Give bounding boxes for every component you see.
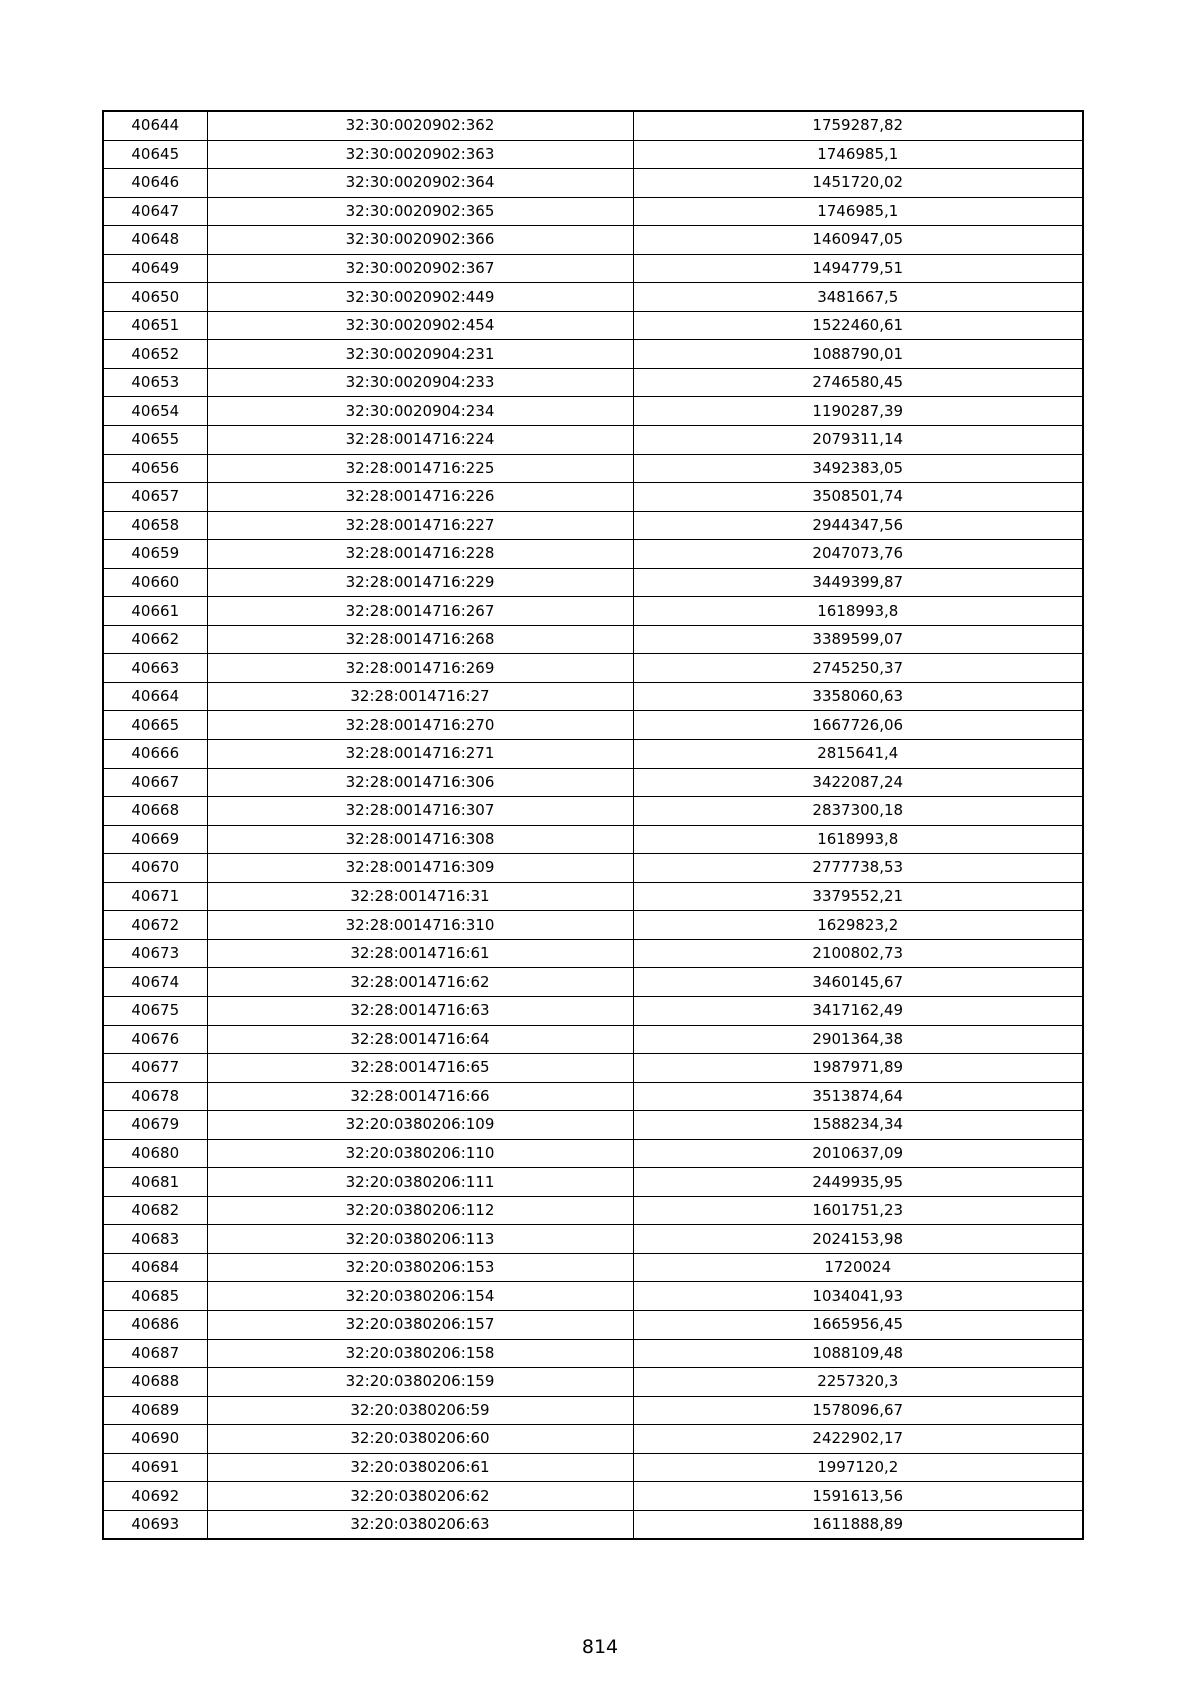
table-row <box>103 597 1083 626</box>
value-cell: 1746985,1 <box>633 197 1083 226</box>
cadastral-number-cell: 32:28:0014716:267 <box>207 597 633 626</box>
cadastral-number-cell: 32:20:0380206:154 <box>207 1282 633 1311</box>
cadastral-number-cell: 32:28:0014716:229 <box>207 568 633 597</box>
value-cell: 2745250,37 <box>633 654 1083 683</box>
value-cell: 3492383,05 <box>633 454 1083 483</box>
table-row <box>103 854 1083 883</box>
row-number-cell: 40687 <box>103 1339 207 1368</box>
value-cell: 1720024 <box>633 1253 1083 1282</box>
cadastral-number-cell: 32:30:0020902:365 <box>207 197 633 226</box>
table-row <box>103 911 1083 940</box>
row-number-cell: 40685 <box>103 1282 207 1311</box>
value-cell: 1629823,2 <box>633 911 1083 940</box>
table-row <box>103 1225 1083 1254</box>
table-row <box>103 111 1083 140</box>
table-row <box>103 625 1083 654</box>
row-number-cell: 40684 <box>103 1253 207 1282</box>
row-number-cell: 40657 <box>103 483 207 512</box>
row-number-cell: 40668 <box>103 797 207 826</box>
value-cell: 1494779,51 <box>633 254 1083 283</box>
row-number-cell: 40649 <box>103 254 207 283</box>
row-number-cell: 40677 <box>103 1054 207 1083</box>
table-row <box>103 311 1083 340</box>
row-number-cell: 40680 <box>103 1139 207 1168</box>
row-number-cell: 40675 <box>103 996 207 1025</box>
cadastral-number-cell: 32:20:0380206:60 <box>207 1425 633 1454</box>
table-row <box>103 226 1083 255</box>
value-cell: 3449399,87 <box>633 568 1083 597</box>
row-number-cell: 40659 <box>103 540 207 569</box>
table-row <box>103 483 1083 512</box>
row-number-cell: 40656 <box>103 454 207 483</box>
cadastral-number-cell: 32:20:0380206:61 <box>207 1453 633 1482</box>
row-number-cell: 40676 <box>103 1025 207 1054</box>
table-row <box>103 1482 1083 1511</box>
table-row <box>103 711 1083 740</box>
cadastral-number-cell: 32:28:0014716:225 <box>207 454 633 483</box>
cadastral-number-cell: 32:20:0380206:112 <box>207 1196 633 1225</box>
value-cell: 3513874,64 <box>633 1082 1083 1111</box>
row-number-cell: 40690 <box>103 1425 207 1454</box>
cadastral-number-cell: 32:28:0014716:307 <box>207 797 633 826</box>
value-cell: 1665956,45 <box>633 1310 1083 1339</box>
cadastral-number-cell: 32:30:0020904:234 <box>207 397 633 426</box>
value-cell: 2422902,17 <box>633 1425 1083 1454</box>
table-row <box>103 825 1083 854</box>
row-number-cell: 40650 <box>103 283 207 312</box>
table-row <box>103 1510 1083 1539</box>
value-cell: 1618993,8 <box>633 597 1083 626</box>
row-number-cell: 40655 <box>103 426 207 455</box>
row-number-cell: 40692 <box>103 1482 207 1511</box>
row-number-cell: 40693 <box>103 1510 207 1539</box>
row-number-cell: 40653 <box>103 368 207 397</box>
value-cell: 2746580,45 <box>633 368 1083 397</box>
table-row <box>103 740 1083 769</box>
cadastral-number-cell: 32:20:0380206:59 <box>207 1396 633 1425</box>
row-number-cell: 40652 <box>103 340 207 369</box>
value-cell: 1997120,2 <box>633 1453 1083 1482</box>
row-number-cell: 40663 <box>103 654 207 683</box>
cadastral-number-cell: 32:28:0014716:306 <box>207 768 633 797</box>
row-number-cell: 40647 <box>103 197 207 226</box>
cadastral-number-cell: 32:20:0380206:63 <box>207 1510 633 1539</box>
table-row <box>103 568 1083 597</box>
row-number-cell: 40678 <box>103 1082 207 1111</box>
value-cell: 1588234,34 <box>633 1111 1083 1140</box>
value-cell: 2815641,4 <box>633 740 1083 769</box>
cadastral-number-cell: 32:28:0014716:310 <box>207 911 633 940</box>
value-cell: 1759287,82 <box>633 111 1083 140</box>
value-cell: 3508501,74 <box>633 483 1083 512</box>
row-number-cell: 40673 <box>103 939 207 968</box>
table-row <box>103 283 1083 312</box>
row-number-cell: 40648 <box>103 226 207 255</box>
value-cell: 2449935,95 <box>633 1168 1083 1197</box>
row-number-cell: 40644 <box>103 111 207 140</box>
cadastral-number-cell: 32:20:0380206:113 <box>207 1225 633 1254</box>
cadastral-number-cell: 32:30:0020902:363 <box>207 140 633 169</box>
value-cell: 3460145,67 <box>633 968 1083 997</box>
table-row <box>103 368 1083 397</box>
cadastral-number-cell: 32:20:0380206:158 <box>207 1339 633 1368</box>
table-row <box>103 1425 1083 1454</box>
value-cell: 2837300,18 <box>633 797 1083 826</box>
row-number-cell: 40682 <box>103 1196 207 1225</box>
table-row <box>103 1196 1083 1225</box>
value-cell: 2047073,76 <box>633 540 1083 569</box>
table-row <box>103 1453 1083 1482</box>
value-cell: 1987971,89 <box>633 1054 1083 1083</box>
cadastral-number-cell: 32:30:0020902:366 <box>207 226 633 255</box>
table-row <box>103 1368 1083 1397</box>
row-number-cell: 40670 <box>103 854 207 883</box>
cadastral-number-cell: 32:28:0014716:227 <box>207 511 633 540</box>
cadastral-number-cell: 32:30:0020904:231 <box>207 340 633 369</box>
cadastral-number-cell: 32:28:0014716:65 <box>207 1054 633 1083</box>
value-cell: 1088790,01 <box>633 340 1083 369</box>
page-number: 814 <box>581 1636 619 1658</box>
value-cell: 2100802,73 <box>633 939 1083 968</box>
row-number-cell: 40662 <box>103 625 207 654</box>
row-number-cell: 40688 <box>103 1368 207 1397</box>
row-number-cell: 40667 <box>103 768 207 797</box>
row-number-cell: 40665 <box>103 711 207 740</box>
cadastral-number-cell: 32:30:0020902:364 <box>207 169 633 198</box>
cadastral-number-cell: 32:20:0380206:62 <box>207 1482 633 1511</box>
row-number-cell: 40689 <box>103 1396 207 1425</box>
row-number-cell: 40666 <box>103 740 207 769</box>
table-row <box>103 1139 1083 1168</box>
table-row <box>103 1054 1083 1083</box>
row-number-cell: 40660 <box>103 568 207 597</box>
table-row <box>103 197 1083 226</box>
cadastral-number-cell: 32:28:0014716:271 <box>207 740 633 769</box>
table-row <box>103 1111 1083 1140</box>
row-number-cell: 40661 <box>103 597 207 626</box>
cadastral-number-cell: 32:20:0380206:111 <box>207 1168 633 1197</box>
row-number-cell: 40672 <box>103 911 207 940</box>
value-cell: 2257320,3 <box>633 1368 1083 1397</box>
cadastral-number-cell: 32:28:0014716:66 <box>207 1082 633 1111</box>
cadastral-number-cell: 32:28:0014716:31 <box>207 882 633 911</box>
row-number-cell: 40683 <box>103 1225 207 1254</box>
value-cell: 2944347,56 <box>633 511 1083 540</box>
cadastral-number-cell: 32:28:0014716:27 <box>207 682 633 711</box>
row-number-cell: 40686 <box>103 1310 207 1339</box>
value-cell: 1034041,93 <box>633 1282 1083 1311</box>
value-cell: 1522460,61 <box>633 311 1083 340</box>
value-cell: 1578096,67 <box>633 1396 1083 1425</box>
table-row <box>103 939 1083 968</box>
cadastral-number-cell: 32:28:0014716:270 <box>207 711 633 740</box>
cadastral-number-cell: 32:20:0380206:110 <box>207 1139 633 1168</box>
table-row <box>103 968 1083 997</box>
value-cell: 3417162,49 <box>633 996 1083 1025</box>
table-row <box>103 882 1083 911</box>
cadastral-number-cell: 32:28:0014716:309 <box>207 854 633 883</box>
table-row <box>103 1282 1083 1311</box>
value-cell: 2010637,09 <box>633 1139 1083 1168</box>
table-row <box>103 254 1083 283</box>
value-cell: 1618993,8 <box>633 825 1083 854</box>
table-row <box>103 682 1083 711</box>
table-row <box>103 1168 1083 1197</box>
table-row <box>103 426 1083 455</box>
cadastral-number-cell: 32:20:0380206:159 <box>207 1368 633 1397</box>
table-row <box>103 1339 1083 1368</box>
value-cell: 1451720,02 <box>633 169 1083 198</box>
table-row <box>103 654 1083 683</box>
value-cell: 2777738,53 <box>633 854 1083 883</box>
table-row <box>103 797 1083 826</box>
table-row <box>103 1025 1083 1054</box>
row-number-cell: 40671 <box>103 882 207 911</box>
value-cell: 1601751,23 <box>633 1196 1083 1225</box>
cadastral-number-cell: 32:30:0020902:362 <box>207 111 633 140</box>
cadastral-number-cell: 32:30:0020902:449 <box>207 283 633 312</box>
cadastral-number-cell: 32:20:0380206:153 <box>207 1253 633 1282</box>
value-cell: 1190287,39 <box>633 397 1083 426</box>
cadastral-number-cell: 32:28:0014716:269 <box>207 654 633 683</box>
row-number-cell: 40679 <box>103 1111 207 1140</box>
cadastral-number-cell: 32:30:0020904:233 <box>207 368 633 397</box>
value-cell: 3379552,21 <box>633 882 1083 911</box>
value-cell: 1746985,1 <box>633 140 1083 169</box>
cadastral-number-cell: 32:28:0014716:62 <box>207 968 633 997</box>
table-row <box>103 1310 1083 1339</box>
value-cell: 3481667,5 <box>633 283 1083 312</box>
value-cell: 2079311,14 <box>633 426 1083 455</box>
table-row <box>103 540 1083 569</box>
cadastral-number-cell: 32:30:0020902:454 <box>207 311 633 340</box>
value-cell: 3358060,63 <box>633 682 1083 711</box>
cadastral-number-cell: 32:20:0380206:109 <box>207 1111 633 1140</box>
row-number-cell: 40651 <box>103 311 207 340</box>
cadastral-number-cell: 32:28:0014716:268 <box>207 625 633 654</box>
table-row <box>103 996 1083 1025</box>
value-cell: 1088109,48 <box>633 1339 1083 1368</box>
row-number-cell: 40646 <box>103 169 207 198</box>
table-row <box>103 1082 1083 1111</box>
cadastral-number-cell: 32:28:0014716:61 <box>207 939 633 968</box>
table-row <box>103 397 1083 426</box>
row-number-cell: 40674 <box>103 968 207 997</box>
cadastral-number-cell: 32:30:0020902:367 <box>207 254 633 283</box>
cadastral-number-cell: 32:20:0380206:157 <box>207 1310 633 1339</box>
row-number-cell: 40658 <box>103 511 207 540</box>
cadastral-number-cell: 32:28:0014716:308 <box>207 825 633 854</box>
row-number-cell: 40681 <box>103 1168 207 1197</box>
table-row <box>103 768 1083 797</box>
value-cell: 2901364,38 <box>633 1025 1083 1054</box>
value-cell: 1667726,06 <box>633 711 1083 740</box>
row-number-cell: 40664 <box>103 682 207 711</box>
value-cell: 3389599,07 <box>633 625 1083 654</box>
table-row <box>103 169 1083 198</box>
table-row <box>103 511 1083 540</box>
table-row <box>103 1253 1083 1282</box>
value-cell: 3422087,24 <box>633 768 1083 797</box>
table-row <box>103 340 1083 369</box>
value-cell: 1591613,56 <box>633 1482 1083 1511</box>
row-number-cell: 40691 <box>103 1453 207 1482</box>
row-number-cell: 40645 <box>103 140 207 169</box>
table-body <box>103 111 1083 1539</box>
cadastral-number-cell: 32:28:0014716:228 <box>207 540 633 569</box>
table-row <box>103 140 1083 169</box>
table-row <box>103 454 1083 483</box>
cadastral-number-cell: 32:28:0014716:63 <box>207 996 633 1025</box>
value-cell: 2024153,98 <box>633 1225 1083 1254</box>
cadastral-number-cell: 32:28:0014716:224 <box>207 426 633 455</box>
value-cell: 1460947,05 <box>633 226 1083 255</box>
cadastral-number-cell: 32:28:0014716:64 <box>207 1025 633 1054</box>
data-table <box>102 110 1084 1540</box>
value-cell: 1611888,89 <box>633 1510 1083 1539</box>
row-number-cell: 40669 <box>103 825 207 854</box>
table-row <box>103 1396 1083 1425</box>
row-number-cell: 40654 <box>103 397 207 426</box>
cadastral-number-cell: 32:28:0014716:226 <box>207 483 633 512</box>
